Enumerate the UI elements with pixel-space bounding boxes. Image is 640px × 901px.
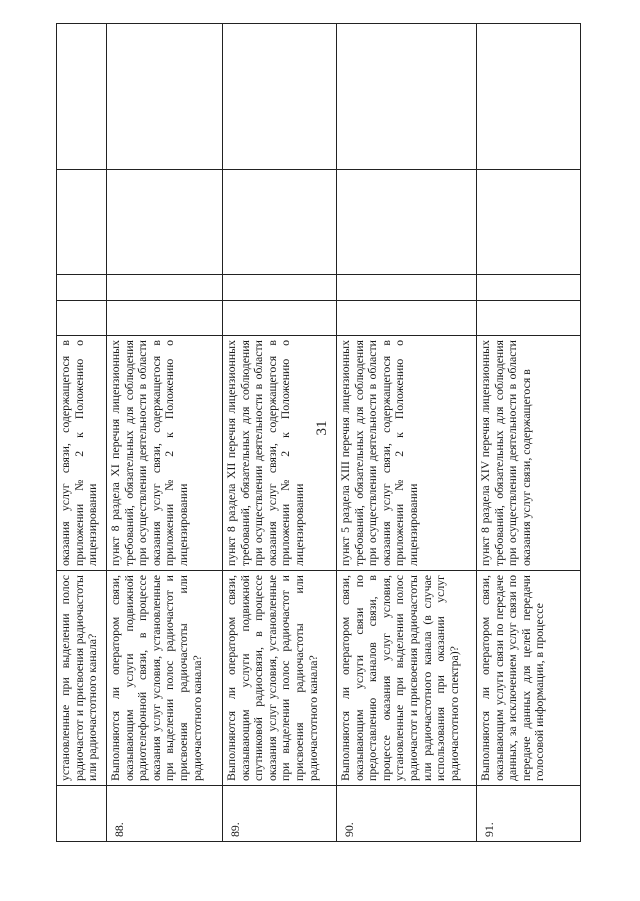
question-cell: Выполняются ли оператором связи, оказывающим услуги подвижной радиотелефонной связи, в процессе оказания услуг условия, установленные при выделении полос радиочастот и присвоения радиочастоты или радиочастотного канала? xyxy=(107,571,223,786)
question-cell: Выполняются ли оператором связи, оказывающим услуги связи по предоставлению каналов связи, в процессе оказания услуг условия, установленные при выделении полос радиочастот и присвоения радиочастоты или радиочастотного канала (в случае использования при оказании услуг радиочастотного спектра)? xyxy=(337,571,477,786)
table-row xyxy=(107,24,223,842)
checklist-table xyxy=(56,23,581,842)
answer-no-cell xyxy=(337,275,477,301)
answer-no-cell xyxy=(57,275,107,301)
answer-no-cell xyxy=(223,275,337,301)
requirement-cell: пункт 8 раздела XIV перечня лицензионных требований, обязательных для соблюдения при осуществлении деятельности в области оказания услуг связи, содержащегося в xyxy=(477,336,581,571)
table-row xyxy=(477,24,581,842)
page-number: 31 xyxy=(314,420,330,436)
answer-yes-cell xyxy=(477,301,581,336)
row-number: 89. xyxy=(223,786,337,842)
answer-na-cell xyxy=(107,170,223,275)
answer-no-cell xyxy=(107,275,223,301)
answer-yes-cell xyxy=(337,301,477,336)
row-number: 88. xyxy=(107,786,223,842)
answer-yes-cell xyxy=(223,301,337,336)
note-cell xyxy=(57,24,107,170)
question-cell: установленные при выделении полос радиочастот и присвоения радиочастоты или радиочастотного канала? xyxy=(57,571,107,786)
answer-no-cell xyxy=(477,275,581,301)
note-cell xyxy=(337,24,477,170)
answer-yes-cell xyxy=(107,301,223,336)
requirement-cell: пункт 8 раздела XII перечня лицензионных требований, обязательных для соблюдения при осуществлении деятельности в области оказания услуг связи, содержащегося в приложении № 2 к Положению о лицензировании xyxy=(223,336,337,571)
note-cell xyxy=(223,24,337,170)
note-cell xyxy=(477,24,581,170)
answer-yes-cell xyxy=(57,301,107,336)
row-number: 90. xyxy=(337,786,477,842)
question-cell: Выполняются ли оператором связи, оказывающим услуги связи по передаче данных, за исключением услуг связи по передаче данных для целей передачи голосовой информации, в процессе xyxy=(477,571,581,786)
question-cell: Выполняются ли оператором связи, оказывающим услуги подвижной спутниковой радиосвязи, в процессе оказания услуг условия, установленные при выделении полос радиочастот и присвоения радиочастоты или радиочастотного канала? xyxy=(223,571,337,786)
answer-na-cell xyxy=(223,170,337,275)
row-number: 91. xyxy=(477,786,581,842)
answer-na-cell xyxy=(57,170,107,275)
answer-na-cell xyxy=(337,170,477,275)
table-row xyxy=(337,24,477,842)
table-row xyxy=(57,24,107,842)
rotated-table-container xyxy=(56,24,580,842)
note-cell xyxy=(107,24,223,170)
answer-na-cell xyxy=(477,170,581,275)
table-row xyxy=(223,24,337,842)
row-number xyxy=(57,786,107,842)
requirement-cell: пункт 5 раздела XIII перечня лицензионных требований, обязательных для соблюдения при осуществлении деятельности в области оказания услуг связи, содержащегося в приложении № 2 к Положению о лицензировании xyxy=(337,336,477,571)
requirement-cell: оказания услуг связи, содержащегося в приложении № 2 к Положению о лицензировании xyxy=(57,336,107,571)
requirement-cell: пункт 8 раздела XI перечня лицензионных требований, обязательных для соблюдения при осуществлении деятельности в области оказания услуг связи, содержащегося в приложении № 2 к Положению о лицензировании xyxy=(107,336,223,571)
